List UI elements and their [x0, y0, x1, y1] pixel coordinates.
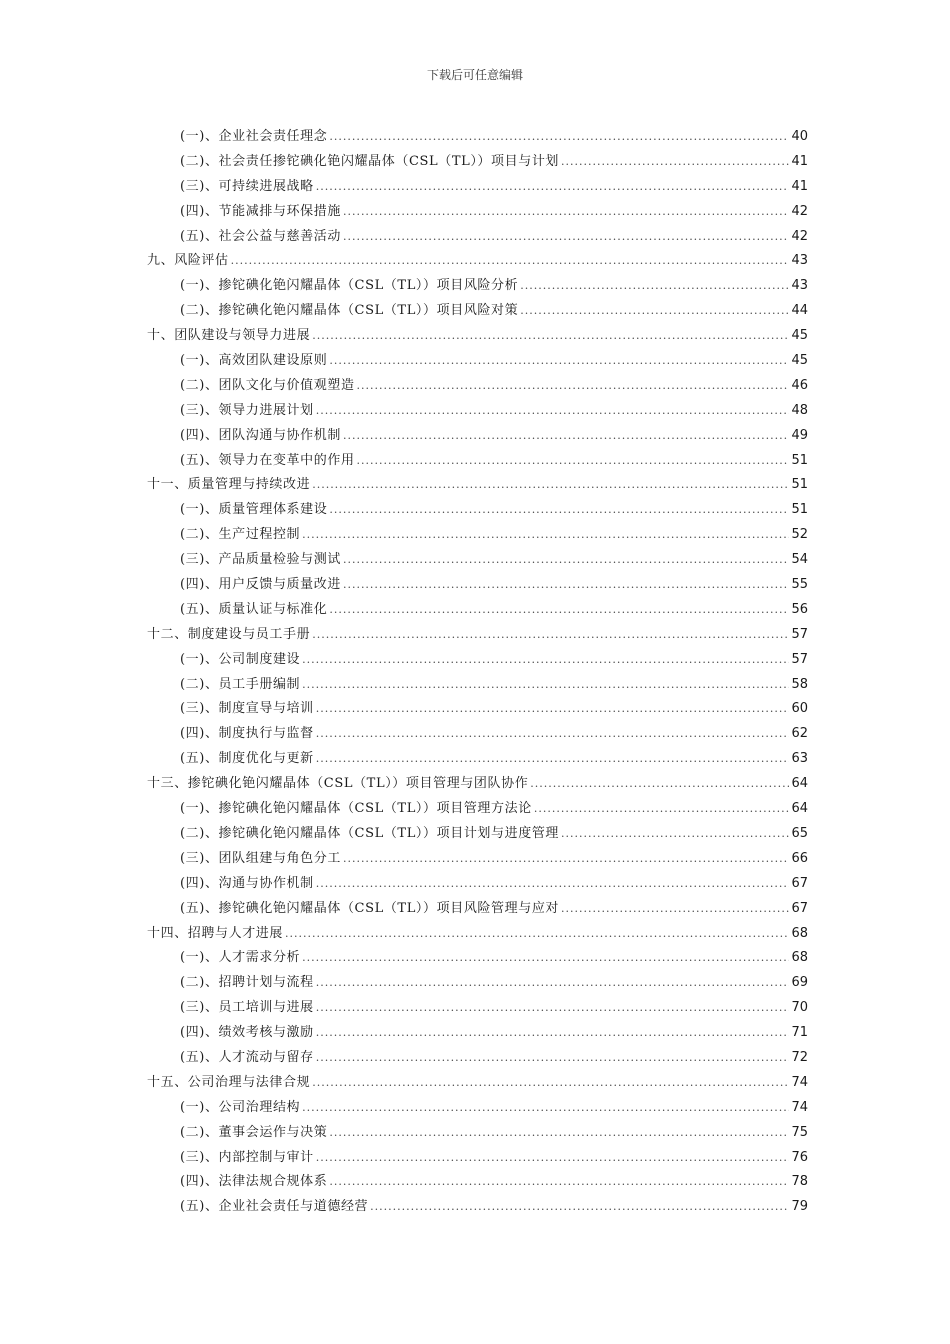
toc-entry-title: 九、风险评估 [147, 253, 229, 269]
toc-section-entry[interactable] [147, 150, 808, 175]
toc-section-entry[interactable] [147, 399, 808, 424]
toc-entry-title: 十三、掺铊碘化铯闪耀晶体（CSL（TL））项目管理与团队协作 [147, 776, 529, 792]
toc-page-number: 68 [791, 925, 808, 941]
toc-section-entry[interactable] [147, 548, 808, 573]
toc-page-number: 67 [791, 875, 808, 891]
toc-entry-title: (三)、员工培训与进展 [180, 1000, 314, 1016]
toc-chapter-entry[interactable] [147, 772, 808, 797]
toc-dot-leader [302, 648, 789, 673]
toc-entry-title: 十四、招聘与人才进展 [147, 925, 284, 941]
toc-dot-leader [561, 150, 789, 175]
toc-chapter-entry[interactable] [147, 1071, 808, 1096]
toc-page-number: 64 [791, 776, 808, 792]
toc-dot-leader [316, 1046, 790, 1071]
toc-page-number: 51 [791, 452, 808, 468]
toc-page-number: 55 [791, 577, 808, 593]
toc-dot-leader [316, 697, 790, 722]
toc-page-number: 57 [791, 651, 808, 667]
toc-entry-title: (一)、人才需求分析 [180, 950, 301, 966]
toc-page-number: 57 [791, 626, 808, 642]
toc-entry-title: (二)、董事会运作与决策 [180, 1124, 328, 1140]
toc-chapter-entry[interactable] [147, 324, 808, 349]
toc-dot-leader [343, 424, 790, 449]
toc-entry-title: (四)、团队沟通与协作机制 [180, 427, 341, 443]
toc-page-number: 78 [791, 1174, 808, 1190]
toc-section-entry[interactable] [147, 449, 808, 474]
toc-dot-leader [316, 1146, 790, 1171]
toc-dot-leader [343, 225, 790, 250]
toc-dot-leader [312, 324, 789, 349]
table-of-contents [147, 125, 808, 1220]
toc-page-number: 42 [791, 203, 808, 219]
toc-section-entry[interactable] [147, 573, 808, 598]
toc-section-entry[interactable] [147, 200, 808, 225]
toc-page-number: 43 [791, 253, 808, 269]
toc-entry-title: (三)、领导力进展计划 [180, 402, 314, 418]
toc-section-entry[interactable] [147, 996, 808, 1021]
toc-page-number: 43 [791, 278, 808, 294]
toc-dot-leader [530, 772, 789, 797]
toc-section-entry[interactable] [147, 673, 808, 698]
toc-entry-title: (五)、掺铊碘化铯闪耀晶体（CSL（TL））项目风险管理与应对 [180, 900, 560, 916]
toc-entry-title: (五)、人才流动与留存 [180, 1049, 314, 1065]
toc-page-number: 79 [791, 1199, 808, 1215]
toc-dot-leader [329, 498, 789, 523]
toc-page-number: 45 [791, 328, 808, 344]
toc-entry-title: (二)、生产过程控制 [180, 527, 301, 543]
toc-section-entry[interactable] [147, 349, 808, 374]
toc-dot-leader [329, 125, 789, 150]
toc-entry-title: (五)、制度优化与更新 [180, 751, 314, 767]
toc-page-number: 45 [791, 353, 808, 369]
toc-entry-title: (一)、掺铊碘化铯闪耀晶体（CSL（TL））项目风险分析 [180, 278, 519, 294]
toc-section-entry[interactable] [147, 1046, 808, 1071]
toc-dot-leader [231, 249, 790, 274]
toc-page-number: 63 [791, 751, 808, 767]
toc-dot-leader [316, 996, 790, 1021]
toc-section-entry[interactable] [147, 424, 808, 449]
toc-page-number: 72 [791, 1049, 808, 1065]
toc-entry-title: (一)、公司治理结构 [180, 1099, 301, 1115]
toc-entry-title: (一)、掺铊碘化铯闪耀晶体（CSL（TL））项目管理方法论 [180, 801, 532, 817]
toc-section-entry[interactable] [147, 274, 808, 299]
toc-entry-title: (一)、质量管理体系建设 [180, 502, 328, 518]
toc-dot-leader [316, 747, 790, 772]
toc-page-number: 69 [791, 975, 808, 991]
toc-dot-leader [520, 274, 789, 299]
toc-dot-leader [316, 1021, 790, 1046]
toc-entry-title: 十二、制度建设与员工手册 [147, 626, 311, 642]
toc-dot-leader [312, 623, 789, 648]
toc-page-number: 58 [791, 676, 808, 692]
toc-page-number: 42 [791, 228, 808, 244]
toc-entry-title: 十五、公司治理与法律合规 [147, 1074, 311, 1090]
toc-dot-leader [316, 872, 790, 897]
toc-entry-title: (五)、领导力在变革中的作用 [180, 452, 355, 468]
toc-entry-title: (四)、法律法规合规体系 [180, 1174, 328, 1190]
toc-section-entry[interactable] [147, 1195, 808, 1220]
toc-dot-leader [329, 349, 789, 374]
toc-page-number: 54 [791, 552, 808, 568]
toc-page-number: 65 [791, 825, 808, 841]
toc-dot-leader [312, 473, 789, 498]
toc-entry-title: (四)、制度执行与监督 [180, 726, 314, 742]
toc-section-entry[interactable] [147, 1021, 808, 1046]
toc-entry-title: (五)、企业社会责任与道德经营 [180, 1199, 369, 1215]
toc-section-entry[interactable] [147, 1121, 808, 1146]
toc-chapter-entry[interactable] [147, 623, 808, 648]
toc-section-entry[interactable] [147, 697, 808, 722]
toc-page-number: 74 [791, 1099, 808, 1115]
toc-dot-leader [343, 548, 790, 573]
toc-section-entry[interactable] [147, 722, 808, 747]
toc-dot-leader [316, 722, 790, 747]
toc-section-entry[interactable] [147, 498, 808, 523]
toc-page-number: 66 [791, 850, 808, 866]
toc-entry-title: (四)、绩效考核与激励 [180, 1025, 314, 1041]
toc-section-entry[interactable] [147, 872, 808, 897]
toc-section-entry[interactable] [147, 299, 808, 324]
toc-section-entry[interactable] [147, 1146, 808, 1171]
toc-page-number: 68 [791, 950, 808, 966]
toc-entry-title: (二)、掺铊碘化铯闪耀晶体（CSL（TL））项目风险对策 [180, 303, 519, 319]
toc-section-entry[interactable] [147, 847, 808, 872]
toc-page-number: 71 [791, 1025, 808, 1041]
toc-page-number: 44 [791, 303, 808, 319]
toc-page-number: 41 [791, 178, 808, 194]
toc-dot-leader [312, 1071, 789, 1096]
toc-dot-leader [357, 374, 790, 399]
toc-entry-title: (二)、员工手册编制 [180, 676, 301, 692]
toc-page-number: 52 [791, 527, 808, 543]
toc-dot-leader [357, 449, 790, 474]
toc-entry-title: (五)、质量认证与标准化 [180, 601, 328, 617]
toc-page-number: 48 [791, 402, 808, 418]
toc-page-number: 41 [791, 153, 808, 169]
toc-page-number: 62 [791, 726, 808, 742]
toc-entry-title: (二)、掺铊碘化铯闪耀晶体（CSL（TL））项目计划与进度管理 [180, 825, 560, 841]
toc-entry-title: (一)、高效团队建设原则 [180, 353, 328, 369]
toc-section-entry[interactable] [147, 175, 808, 200]
toc-entry-title: (三)、产品质量检验与测试 [180, 552, 341, 568]
toc-page-number: 74 [791, 1074, 808, 1090]
toc-entry-title: (四)、沟通与协作机制 [180, 875, 314, 891]
toc-section-entry[interactable] [147, 598, 808, 623]
page-header: 下载后可任意编辑 [426, 68, 523, 82]
toc-dot-leader [561, 897, 789, 922]
toc-page-number: 70 [791, 1000, 808, 1016]
toc-dot-leader [316, 175, 790, 200]
toc-page-number: 51 [791, 477, 808, 493]
toc-section-entry[interactable] [147, 747, 808, 772]
toc-page-number: 51 [791, 502, 808, 518]
toc-dot-leader [285, 922, 789, 947]
toc-dot-leader [329, 598, 789, 623]
toc-dot-leader [329, 1170, 789, 1195]
toc-page-number: 60 [791, 701, 808, 717]
toc-dot-leader [343, 573, 790, 598]
toc-entry-title: (三)、内部控制与审计 [180, 1149, 314, 1165]
toc-entry-title: (二)、社会责任掺铊碘化铯闪耀晶体（CSL（TL））项目与计划 [180, 153, 560, 169]
toc-entry-title: (四)、用户反馈与质量改进 [180, 577, 341, 593]
toc-entry-title: (二)、团队文化与价值观塑造 [180, 377, 355, 393]
toc-dot-leader [302, 523, 789, 548]
toc-dot-leader [534, 797, 790, 822]
toc-section-entry[interactable] [147, 125, 808, 150]
toc-section-entry[interactable] [147, 374, 808, 399]
toc-dot-leader [316, 971, 790, 996]
toc-entry-title: 十一、质量管理与持续改进 [147, 477, 311, 493]
toc-entry-title: (三)、团队组建与角色分工 [180, 850, 341, 866]
toc-entry-title: (一)、公司制度建设 [180, 651, 301, 667]
toc-page-number: 46 [791, 377, 808, 393]
toc-dot-leader [370, 1195, 789, 1220]
toc-section-entry[interactable] [147, 971, 808, 996]
toc-dot-leader [343, 847, 790, 872]
toc-entry-title: 十、团队建设与领导力进展 [147, 328, 311, 344]
toc-section-entry[interactable] [147, 946, 808, 971]
toc-dot-leader [561, 822, 789, 847]
toc-section-entry[interactable] [147, 523, 808, 548]
toc-chapter-entry[interactable] [147, 473, 808, 498]
toc-dot-leader [302, 946, 789, 971]
toc-page-number: 40 [791, 129, 808, 144]
toc-page-number: 56 [791, 601, 808, 617]
toc-section-entry[interactable] [147, 797, 808, 822]
toc-section-entry[interactable] [147, 897, 808, 922]
toc-entry-title: (三)、制度宣导与培训 [180, 701, 314, 717]
toc-dot-leader [329, 1121, 789, 1146]
toc-entry-title: (三)、可持续进展战略 [180, 178, 314, 194]
toc-page-number: 76 [791, 1149, 808, 1165]
toc-section-entry[interactable] [147, 822, 808, 847]
toc-chapter-entry[interactable] [147, 922, 808, 947]
toc-page-number: 75 [791, 1124, 808, 1140]
toc-entry-title: (二)、招聘计划与流程 [180, 975, 314, 991]
toc-chapter-entry[interactable] [147, 249, 808, 274]
toc-entry-title: (五)、社会公益与慈善活动 [180, 228, 341, 244]
toc-dot-leader [302, 673, 789, 698]
toc-page-number: 67 [791, 900, 808, 916]
toc-dot-leader [520, 299, 789, 324]
toc-entry-title: (一)、企业社会责任理念 [180, 129, 328, 144]
toc-section-entry[interactable] [147, 1096, 808, 1121]
toc-entry-title: (四)、节能减排与环保措施 [180, 203, 341, 219]
toc-dot-leader [343, 200, 790, 225]
toc-section-entry[interactable] [147, 1170, 808, 1195]
toc-section-entry[interactable] [147, 648, 808, 673]
toc-section-entry[interactable] [147, 225, 808, 250]
toc-page-number: 64 [791, 801, 808, 817]
toc-dot-leader [316, 399, 790, 424]
toc-dot-leader [302, 1096, 789, 1121]
toc-page-number: 49 [791, 427, 808, 443]
